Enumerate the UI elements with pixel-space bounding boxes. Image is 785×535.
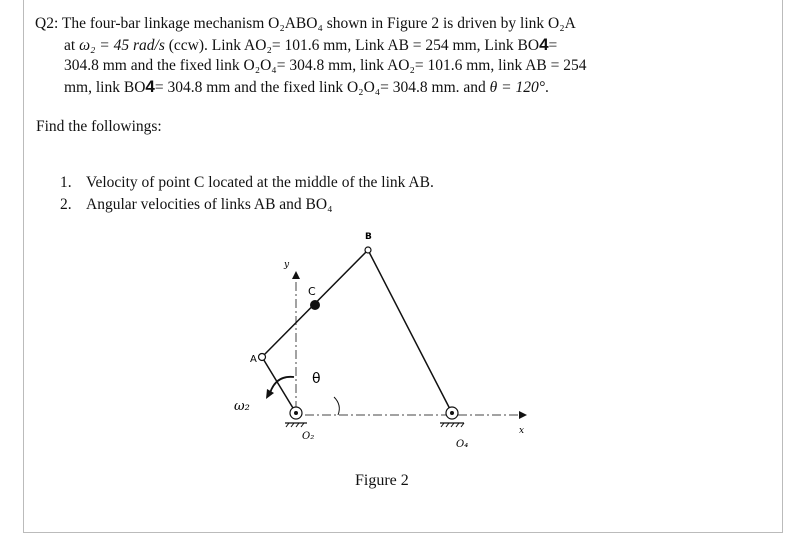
question-line-4a: mm, link BO	[64, 78, 146, 96]
joint-b	[365, 247, 371, 253]
label-o2: O₂	[302, 431, 315, 442]
handwritten-four-1: 4	[539, 34, 549, 54]
pivot-o4	[440, 407, 464, 427]
linkage-figure	[230, 225, 540, 470]
label-omega: ω₂	[234, 399, 250, 414]
x-axis-arrow	[519, 411, 527, 419]
theta-arc	[334, 397, 339, 415]
label-theta: θ	[312, 371, 321, 387]
task-text: Angular velocities of links AB and BO₄	[86, 196, 333, 213]
question-line-2b: (ccw). Link AO₂= 101.6 mm, Link AB = 254 mm, Link BO	[164, 36, 540, 54]
question-line-2c: =	[548, 36, 558, 54]
label-c: C	[308, 285, 316, 298]
pivot-o2	[285, 407, 307, 427]
find-heading: Find the followings:	[36, 118, 162, 135]
question-line-4b: = 304.8 mm and the fixed link O₂O₄= 304.8 mm. and	[154, 78, 490, 96]
y-axis-arrow	[292, 271, 300, 279]
task-number: 2.	[60, 196, 72, 213]
label-y: y	[284, 260, 290, 270]
task-list	[60, 172, 434, 216]
label-b: B	[365, 232, 372, 242]
figure-caption: Figure 2	[355, 472, 409, 489]
joint-a	[259, 354, 266, 361]
task-item	[60, 172, 434, 194]
label-o4: O₄	[456, 439, 469, 450]
task-text: Velocity of point C located at the middle of the link AB.	[86, 174, 434, 191]
handwritten-four-2: 4	[145, 76, 155, 96]
link-o2a	[262, 357, 296, 413]
question-line-2a: at	[64, 36, 80, 54]
label-a: A	[250, 354, 257, 365]
point-c	[310, 300, 320, 310]
label-x: x	[519, 426, 525, 436]
task-item	[60, 194, 434, 216]
question-line-4c: .	[544, 78, 549, 96]
question-label: Q2:	[35, 15, 59, 32]
link-bo4	[368, 250, 452, 413]
omega-expression: ω₂ = 45 rad/s	[79, 36, 165, 54]
task-number: 1.	[60, 174, 72, 191]
question-text	[35, 14, 715, 98]
question-line-3: 304.8 mm and the fixed link O₂O₄= 304.8 mm, link AO₂= 101.6 mm, link AB = 254	[64, 57, 587, 74]
question-line-1: The four-bar linkage mechanism O₂ABO₄ shown in Figure 2 is driven by link O₂A	[61, 15, 576, 32]
theta-expression: θ = 120°	[489, 78, 545, 96]
